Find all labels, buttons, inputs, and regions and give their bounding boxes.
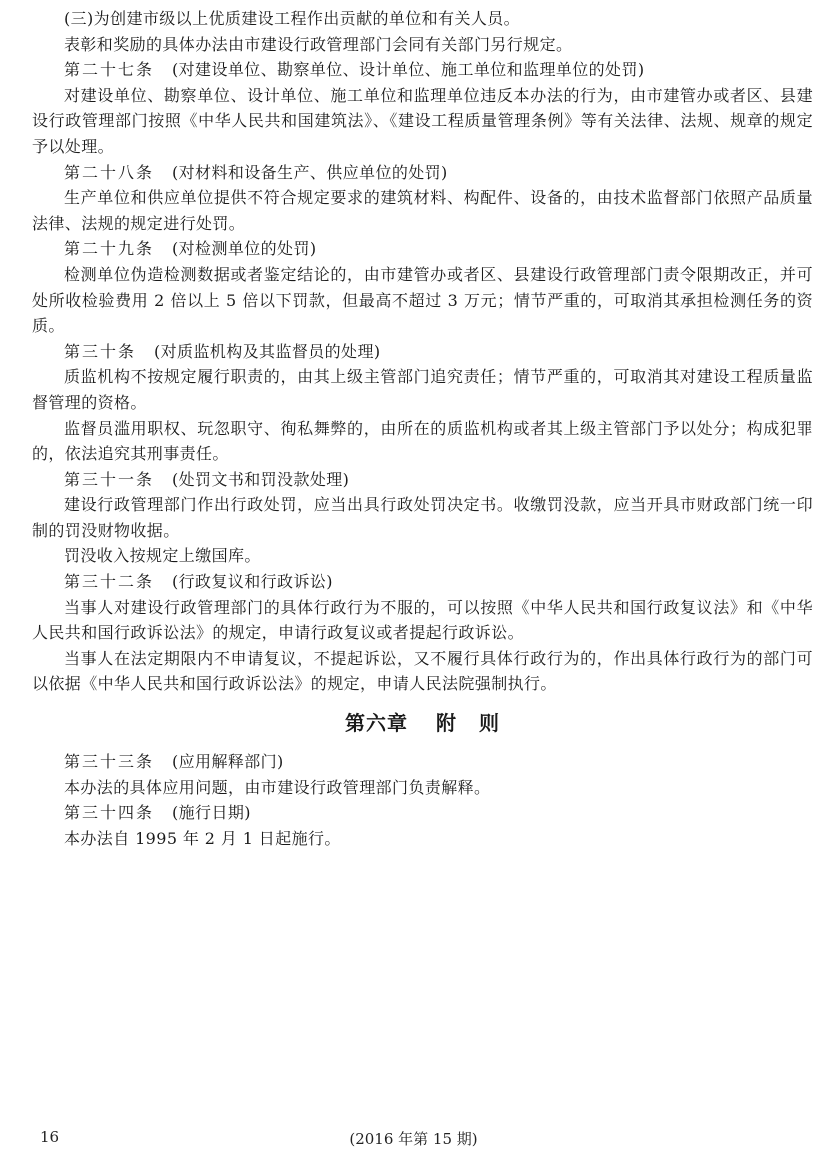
article-number: 第三十条: [64, 341, 137, 361]
article-subject: (对材料和设备生产、供应单位的处罚): [172, 162, 448, 182]
article-29-heading: [32, 236, 813, 262]
paragraph-item-3: (三)为创建市级以上优质建设工程作出贡献的单位和有关人员。: [64, 9, 521, 28]
article-subject: (应用解释部门): [172, 752, 284, 772]
paragraph-award-method: 表彰和奖励的具体办法由市建设行政管理部门会同有关部门另行规定。: [64, 34, 573, 54]
chapter-heading: [32, 709, 813, 737]
article-32-body-1: 当事人对建设行政管理部门的具体行政行为不服的，可以按照《中华人民共和国行政复议法》和《中华人民共和国行政诉讼法》的规定，申请行政复议或者提起行政诉讼。: [32, 597, 813, 643]
article-28-body: 生产单位和供应单位提供不符合规定要求的建筑材料、构配件、设备的，由技术监督部门依照产品质量法律、法规的规定进行处罚。: [32, 188, 813, 233]
article-number: 第二十七条: [64, 60, 155, 80]
article-number: 第二十九条: [64, 239, 155, 259]
article-number: 第三十四条: [64, 803, 155, 823]
article-subject: (对质监机构及其监督员的处理): [154, 341, 381, 361]
article-34-heading: [32, 800, 813, 826]
article-31-body-1: 建设行政管理部门作出行政处罚，应当出具行政处罚决定书。收缴罚没款，应当开具市财政部门统一印制的罚没财物收据。: [32, 495, 813, 540]
article-subject: (处罚文书和罚没款处理): [172, 469, 350, 489]
article-32-heading: [32, 569, 813, 595]
page-number: 16: [40, 1128, 60, 1146]
article-subject: (施行日期): [172, 803, 251, 823]
article-33-body: 本办法的具体应用问题，由市建设行政管理部门负责解释。: [64, 777, 491, 797]
chapter-title-char-1: 附: [436, 711, 457, 736]
article-number: 第三十一条: [64, 469, 155, 489]
article-30-body-1: 质监机构不按规定履行职责的，由其上级主管部门追究责任；情节严重的，可取消其对建设工程质量监督管理的资格。: [32, 367, 813, 412]
article-29-body: 检测单位伪造检测数据或者鉴定结论的，由市建管办或者区、县建设行政管理部门责令限期改正，并可处所收检验费用 2 倍以上 5 倍以下罚款，但最高不超过 3 万元；情节严重的，可取消其承担检测任务的资质。: [32, 264, 813, 336]
article-31-body-2: 罚没收入按规定上缴国库。: [64, 546, 261, 566]
document-body: [32, 6, 813, 851]
issue-label: (2016 年第 15 期): [349, 1130, 478, 1148]
article-32-body-2: 当事人在法定期限内不申请复议，不提起诉讼，又不履行具体行政行为的，作出具体行政行为的部门可以依据《中华人民共和国行政诉讼法》的规定，申请人民法院强制执行。: [32, 648, 813, 694]
article-30-heading: [32, 339, 813, 365]
article-31-heading: [32, 467, 813, 493]
article-number: 第二十八条: [64, 162, 155, 182]
article-34-body: 本办法自 1995 年 2 月 1 日起施行。: [64, 828, 341, 848]
article-subject: (对检测单位的处罚): [172, 239, 317, 259]
chapter-title-char-2: 则: [479, 711, 500, 736]
article-27-heading: [32, 57, 813, 83]
article-subject: (行政复议和行政诉讼): [172, 572, 333, 592]
article-30-body-2: 监督员滥用职权、玩忽职守、徇私舞弊的，由所在的质监机构或者其上级主管部门予以处分；构成犯罪的，依法追究其刑事责任。: [32, 418, 813, 464]
article-number: 第三十三条: [64, 752, 155, 772]
chapter-number: 第六章: [345, 711, 408, 736]
article-27-body: 对建设单位、勘察单位、设计单位、施工单位和监理单位违反本办法的行为，由市建管办或者区、县建设行政管理部门按照《中华人民共和国建筑法》、《建设工程质量管理条例》等有关法律、法规、规章的规定予以处理。: [32, 85, 813, 156]
page-footer: [0, 1128, 827, 1152]
article-subject: (对建设单位、勘察单位、设计单位、施工单位和监理单位的处罚): [172, 60, 645, 80]
article-28-heading: [32, 160, 813, 186]
article-number: 第三十二条: [64, 572, 155, 592]
article-33-heading: [32, 749, 813, 775]
